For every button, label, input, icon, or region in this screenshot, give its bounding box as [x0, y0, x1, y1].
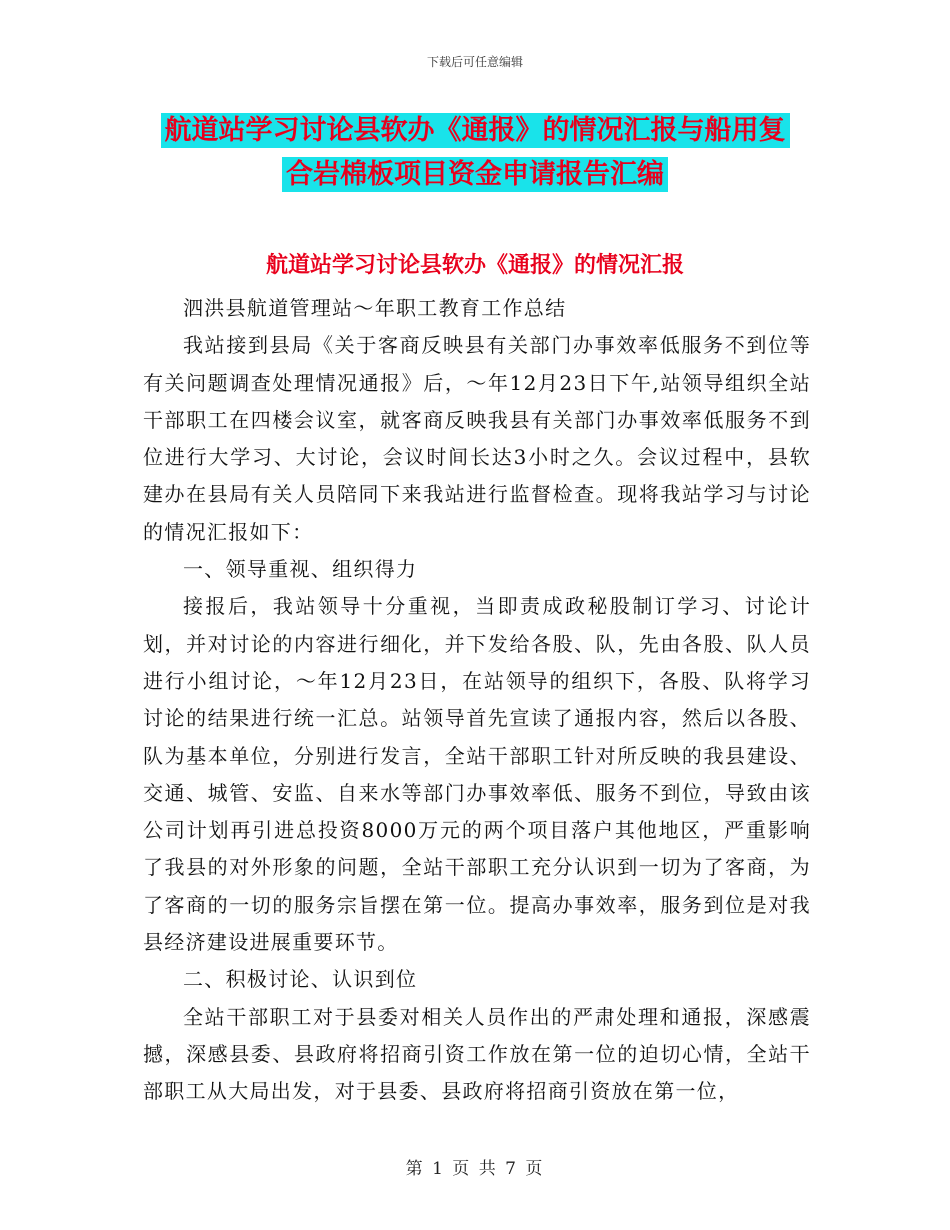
document-title-text-2: 合岩棉板项目资金申请报告汇编: [282, 157, 668, 192]
document-body: [143, 290, 811, 1111]
page-footer: 第 1 页 共 7 页: [405, 1159, 545, 1179]
header-note: 下载后可任意编辑: [426, 55, 523, 69]
paragraph-intro: 我站接到县局《关于客商反映县有关部门办事效率低服务不到位等有关问题调查处理情况通报》后，～年12月23日下午,站领导组织全站干部职工在四楼会议室，就客商反映我县有关部门办事效率低服务不到位进行大学习、大讨论，会议时间长达3小时之久。会议过程中，县软建办在县局有关人员陪同下来我站进行监督检查。现将我站学习与讨论的情况汇报如下：: [143, 333, 811, 544]
paragraph-heading-1: 一、领导重视、组织得力: [183, 557, 418, 582]
paragraph-body-1: 接报后，我站领导十分重视，当即责成政秘股制订学习、讨论计划，并对讨论的内容进行细化，并下发给各股、队，先由各股、队人员进行小组讨论，～年12月23日，在站领导的组织下，各股、队将学习讨论的结果进行统一汇总。站领导首先宣读了通报内容，然后以各股、队为基本单位，分别进行发言，全站干部职工针对所反映的我县建设、交通、城管、安监、自来水等部门办事效率低、服务不到位，导致由该公司计划再引进总投资8000万元的两个项目落户其他地区，严重影响了我县的对外形象的问题，全站干部职工充分认识到一切为了客商，为了客商的一切的服务宗旨摆在第一位。提高办事效率，服务到位是对我县经济建设进展重要环节。: [143, 594, 811, 955]
document-title-line-2: [0, 156, 950, 194]
paragraph-subtitle: 泗洪县航道管理站～年职工教育工作总结: [183, 296, 567, 320]
paragraph-body-2: 全站干部职工对于县委对相关人员作出的严肃处理和通报，深感震撼，深感县委、县政府将招商引资工作放在第一位的迫切心情，全站干部职工从大局出发，对于县委、县政府将招商引资放在第一位，: [143, 1004, 811, 1104]
document-title-text-1: 航道站学习讨论县软办《通报》的情况汇报与船用复: [161, 113, 790, 148]
paragraph-heading-2: 二、积极讨论、认识到位: [183, 967, 418, 992]
section-title: 航道站学习讨论县软办《通报》的情况汇报: [265, 253, 684, 278]
document-title-line-1: [0, 112, 950, 150]
